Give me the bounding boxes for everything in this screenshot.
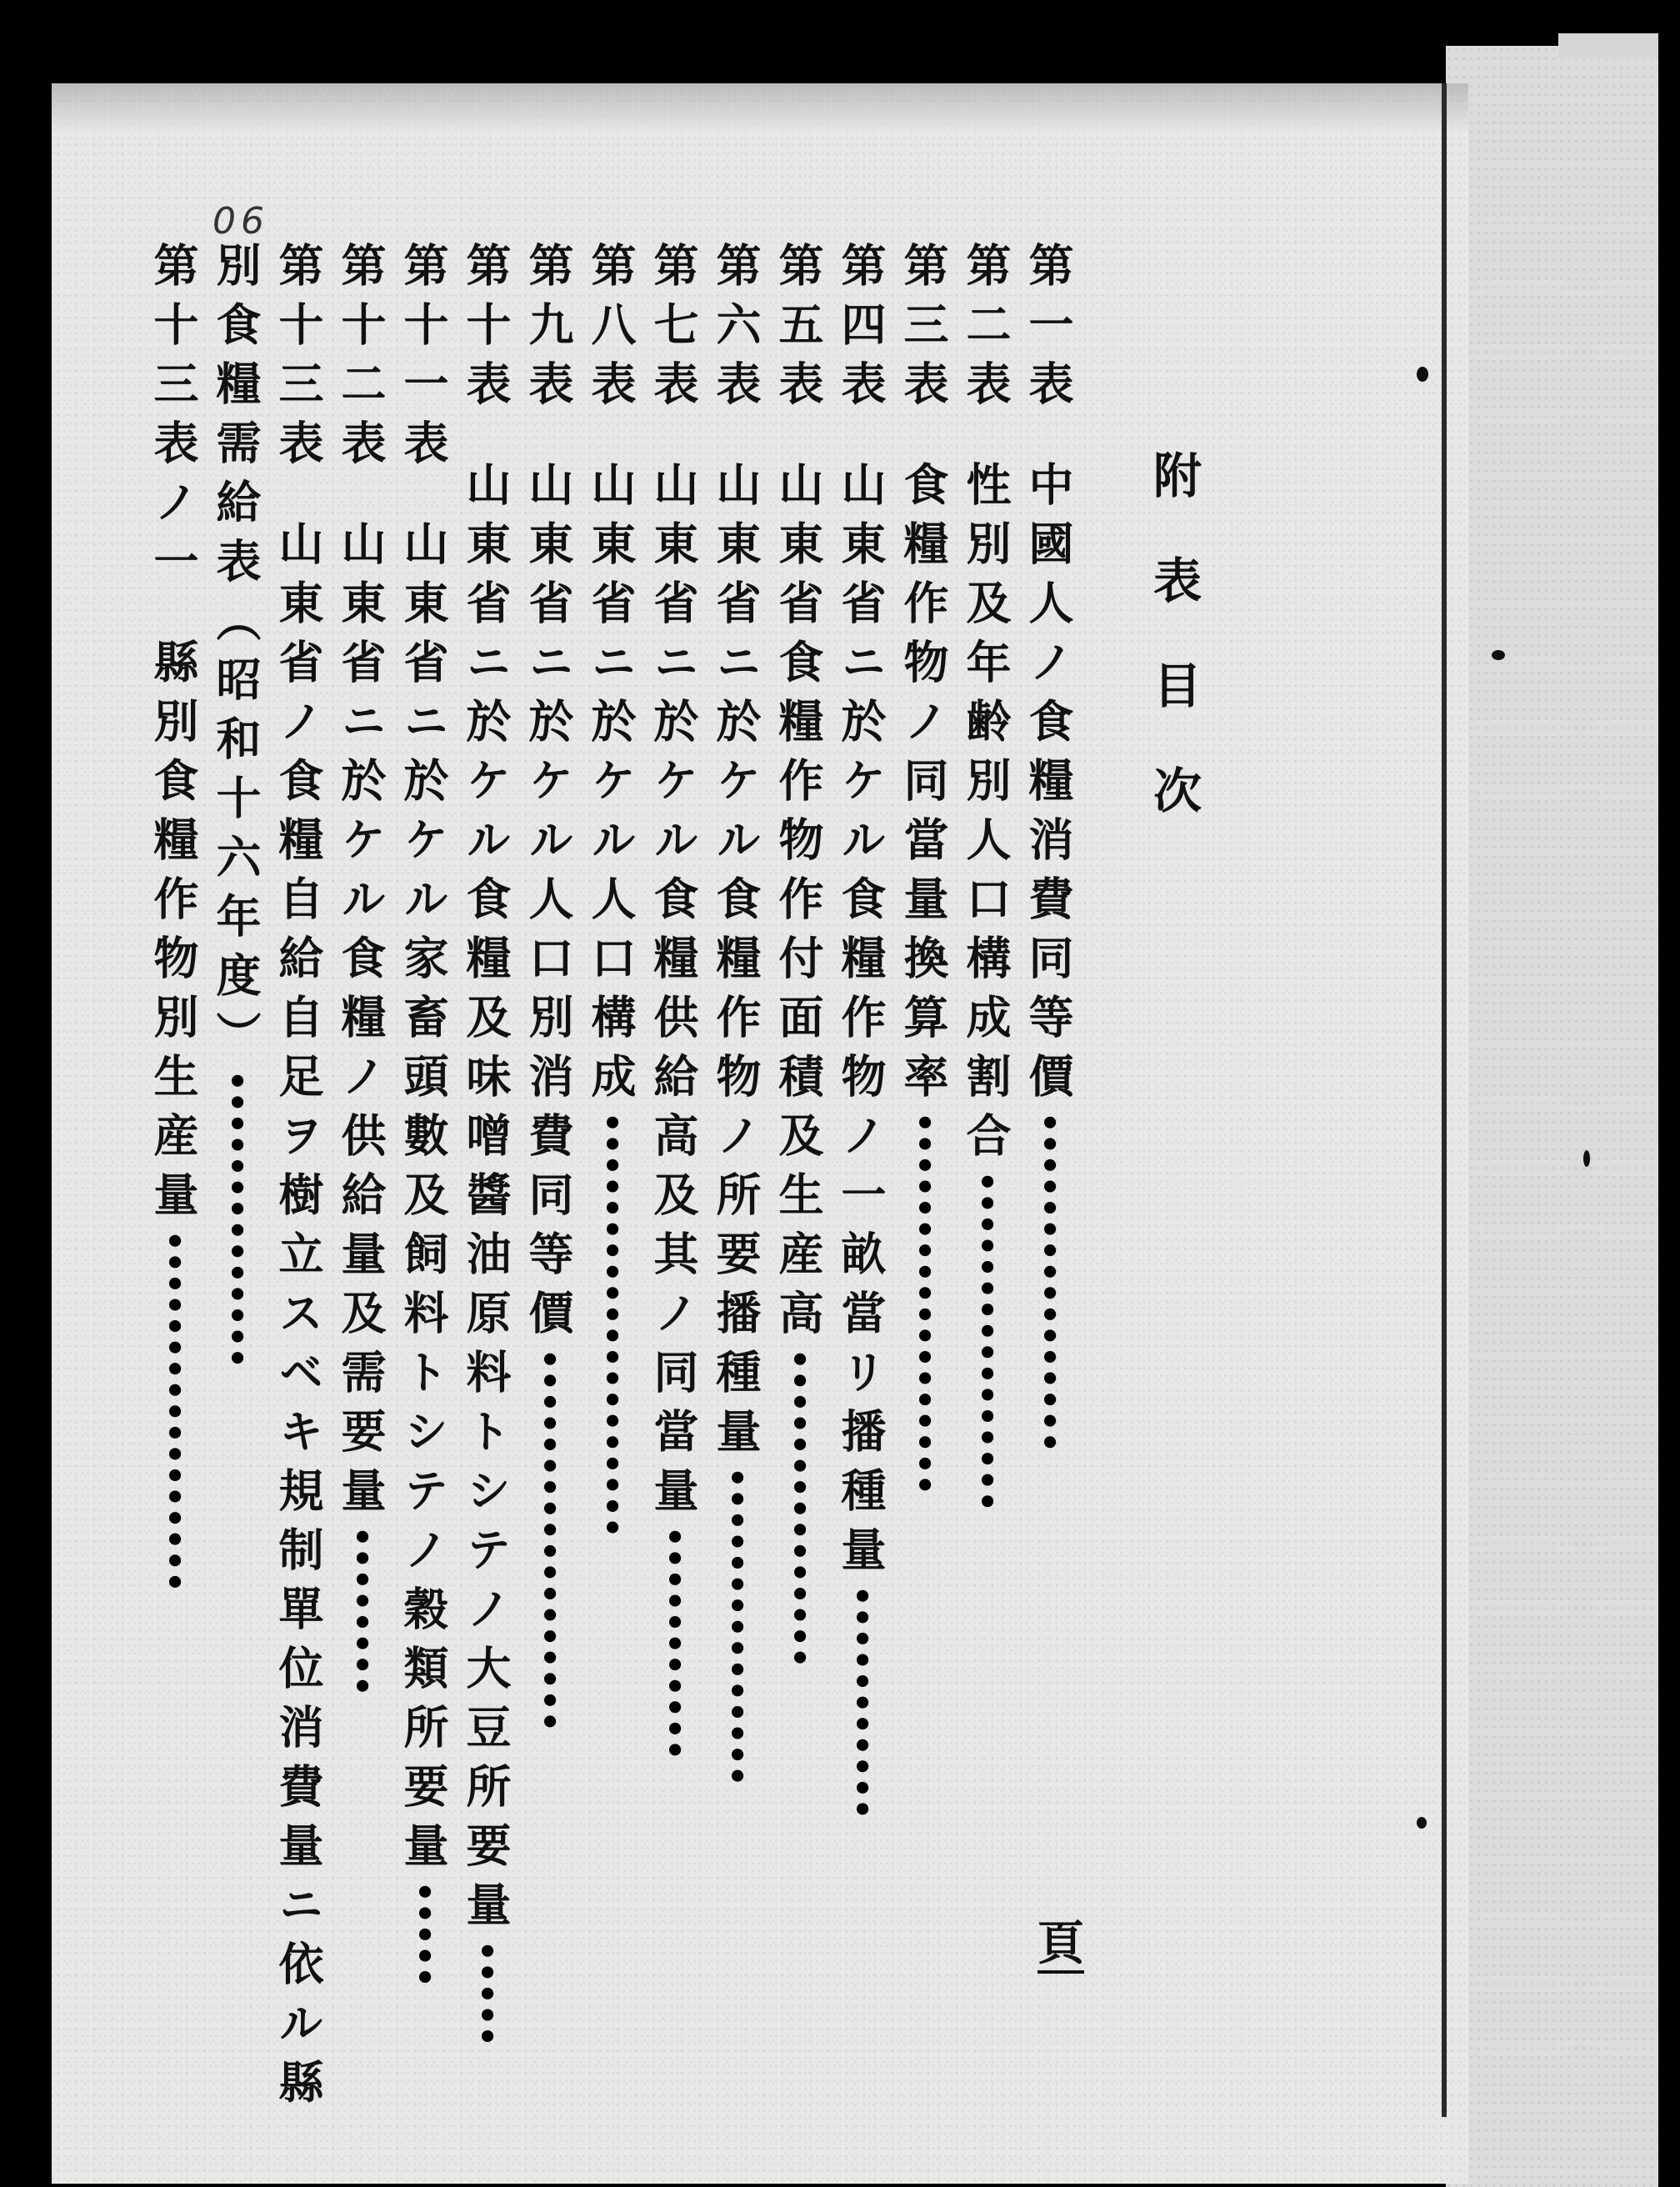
back-page bbox=[1446, 46, 1658, 2187]
back-page-strip bbox=[1558, 33, 1658, 58]
toc-entry-label: 第一表 bbox=[1022, 242, 1075, 419]
toc-entry-label: 第七表 bbox=[647, 242, 700, 419]
toc-entry bbox=[896, 242, 951, 1495]
toc-heading: 附表目次 bbox=[1145, 450, 1202, 870]
toc-entry bbox=[271, 242, 326, 2118]
toc-entry bbox=[646, 242, 701, 1760]
leader-dots: ••••••••••••••• bbox=[779, 1349, 818, 1669]
toc-entry-title: 山東省ニ於ケル食糧供給高及其ノ同當量 bbox=[647, 461, 700, 1526]
toc-entry-title: 山東省食糧作物作付面積及生産高 bbox=[772, 461, 825, 1349]
toc-entry-label: 第十表 bbox=[459, 242, 512, 419]
leader-dots: •••••••••••••••• bbox=[1029, 1112, 1068, 1454]
leader-dots: •••••••••••••••••••• bbox=[592, 1112, 631, 1539]
scan-speck bbox=[1492, 650, 1505, 660]
scan-speck bbox=[1417, 1817, 1427, 1829]
leader-dots: ••••• bbox=[467, 1940, 506, 2047]
leader-dots: ••••••••••••••••• bbox=[154, 1230, 193, 1593]
toc-entry bbox=[396, 242, 451, 1988]
toc-entry-title: 山東省ノ食糧自給自足ヲ樹立スベキ規制單位消費量ニ依ル縣 bbox=[272, 520, 325, 2118]
toc-entry-title: 別食糧需給表（昭和十六年度） bbox=[209, 242, 262, 1070]
leader-dots: ••••••••••• bbox=[842, 1585, 881, 1820]
toc-entry-label: 第九表 bbox=[522, 242, 575, 419]
toc-entry-title: 山東省ニ於ケル食糧作物ノ一畝當リ播種量 bbox=[834, 461, 888, 1585]
toc-entry-label: 第八表 bbox=[584, 242, 638, 419]
toc-entry-title: 山東省ニ於ケル食糧及味噌醬油原料トシテノ大豆所要量 bbox=[459, 461, 512, 1940]
toc-entry-title: 中國人ノ食糧消費同等價 bbox=[1022, 461, 1075, 1112]
toc-entry bbox=[521, 242, 576, 1732]
toc-entry bbox=[958, 242, 1013, 1512]
toc-entry-title: 食糧作物ノ同當量換算率 bbox=[897, 461, 950, 1112]
toc-entry-title: 山東省ニ於ケル食糧ノ供給量及需要量 bbox=[334, 520, 388, 1526]
scan-speck bbox=[1583, 1150, 1590, 1167]
toc-entry-label: 第十三表ノ一 bbox=[147, 242, 200, 597]
leader-dots: •••••••••••••• bbox=[217, 1070, 256, 1369]
leader-dots: ••••• bbox=[404, 1881, 443, 1988]
page-fold-edge bbox=[1442, 83, 1447, 2117]
toc-entry bbox=[708, 242, 763, 1787]
toc-entry-continuation bbox=[208, 242, 263, 1369]
toc-entry-title: 縣別食糧作物別生産量 bbox=[147, 638, 200, 1230]
scan-speck bbox=[1417, 367, 1428, 382]
leader-dots: •••••••••••••••• bbox=[967, 1171, 1006, 1513]
toc-entry-label: 第十二表 bbox=[334, 242, 388, 478]
toc-entry bbox=[1021, 242, 1076, 1453]
toc-entry-title: 性別及年齢別人口構成割合 bbox=[959, 461, 1012, 1171]
toc-entry-label: 第二表 bbox=[959, 242, 1012, 419]
toc-entry-title: 山東省ニ於ケル食糧作物ノ所要播種量 bbox=[709, 461, 762, 1467]
leader-dots: •••••••••••••••••• bbox=[529, 1349, 568, 1733]
page-shadow bbox=[52, 83, 1468, 133]
toc-entry bbox=[771, 242, 826, 1669]
page-number: 06 bbox=[212, 200, 269, 243]
leader-dots: ••••••••••••••• bbox=[717, 1467, 756, 1787]
toc-entry-title: 山東省ニ於ケル人口別消費同等價 bbox=[522, 461, 575, 1349]
toc-entry-title: 山東省ニ於ケル家畜頭數及飼料トシテノ穀類所要量 bbox=[397, 520, 450, 1881]
toc-entry-label: 第六表 bbox=[709, 242, 762, 419]
leader-dots: •••••••• bbox=[342, 1526, 381, 1697]
toc-entry bbox=[583, 242, 638, 1538]
leader-dots: •••••••••••••••••• bbox=[904, 1112, 943, 1496]
toc-entry-label: 第四表 bbox=[834, 242, 888, 419]
toc-entry-label: 第十一表 bbox=[397, 242, 450, 478]
toc-entry-label: 第十三表 bbox=[272, 242, 325, 478]
toc-entry bbox=[458, 242, 513, 2047]
toc-entry bbox=[333, 242, 388, 1697]
page-column-label: 頁 bbox=[1038, 1917, 1084, 1974]
toc-entry-label: 第三表 bbox=[897, 242, 950, 419]
leader-dots: ••••••••••• bbox=[654, 1526, 693, 1761]
toc-entry bbox=[833, 242, 888, 1819]
toc-entry-label: 第五表 bbox=[772, 242, 825, 419]
toc-entry-title: 山東省ニ於ケル人口構成 bbox=[584, 461, 638, 1112]
toc-entry bbox=[146, 242, 201, 1593]
